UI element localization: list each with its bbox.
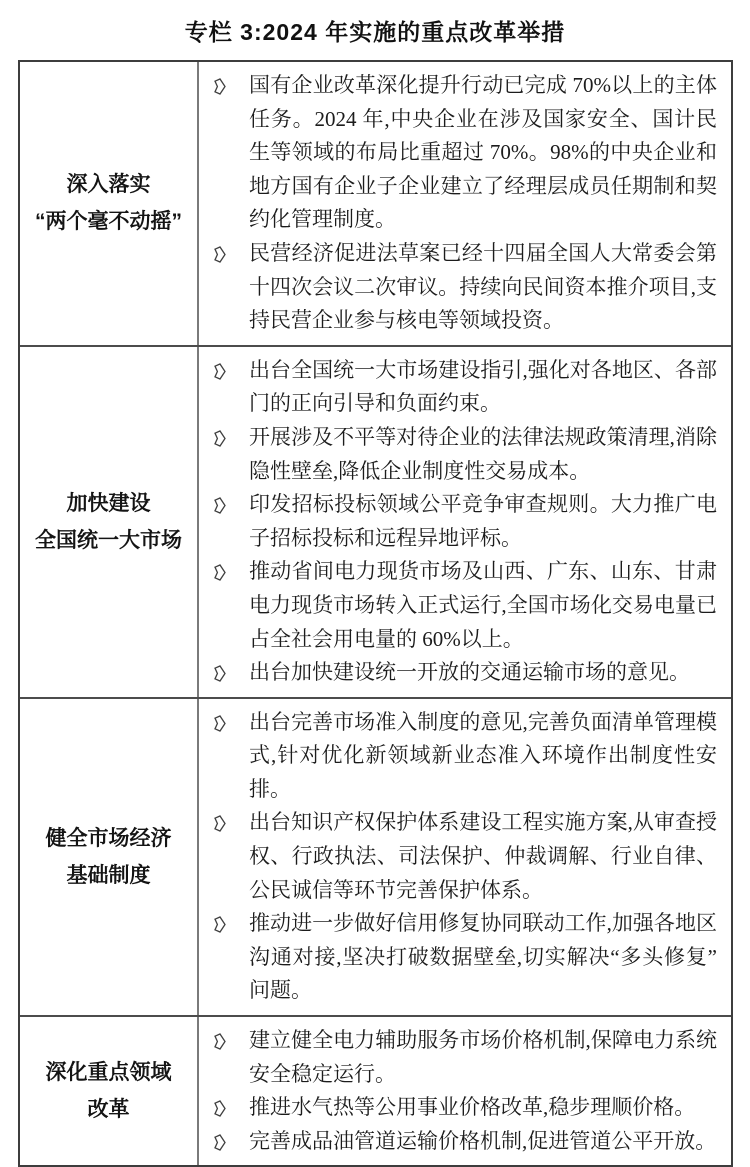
measures-cell (199, 699, 731, 1015)
measure-text: 开展涉及不平等对待企业的法律法规政策清理,消除隐性壁垒,降低企业制度性交易成本。 (249, 424, 717, 483)
measure-text: 出台全国统一大市场建设指引,强化对各地区、各部门的正向引导和负面约束。 (249, 357, 717, 416)
category-cell (20, 699, 199, 1015)
measure-text: 推进水气热等公用事业价格改革,稳步理顺价格。 (249, 1095, 696, 1120)
measure-text: 推动进一步做好信用修复协同联动工作,加强各地区沟通对接,坚决打破数据壁垒,切实解决“多头修复”问题。 (249, 911, 717, 1003)
measure-text: 完善成品油管道运输价格机制,促进管道公平开放。 (249, 1128, 717, 1153)
measure-item (213, 488, 717, 555)
category-cell (20, 347, 199, 697)
measure-text: 出台知识产权保护体系建设工程实施方案,从审查授权、行政执法、司法保护、仲裁调解、行业自律、公民诚信等环节完善保护体系。 (249, 810, 717, 902)
measure-item (213, 1024, 717, 1091)
measure-text: 出台加快建设统一开放的交通运输市场的意见。 (249, 660, 690, 685)
measure-item (213, 354, 717, 421)
rightwards-white-arrow-icon (213, 421, 229, 447)
measure-item (213, 69, 717, 237)
rightwards-white-arrow-icon (213, 488, 229, 514)
category-label: 改革 (87, 1098, 130, 1122)
category-cell (20, 62, 199, 345)
measure-item (213, 421, 717, 488)
measures-cell (199, 347, 731, 697)
rightwards-white-arrow-icon (213, 354, 229, 380)
table-row (20, 697, 731, 1015)
measure-text: 民营经济促进法草案已经十四届全国人大常委会第十四次会议二次审议。持续向民间资本推介项目,支持民营企业参与核电等领域投资。 (249, 240, 717, 333)
measure-item (213, 1091, 717, 1125)
category-label: 深化重点领域 (45, 1061, 172, 1085)
category-label: 加快建设 (66, 491, 151, 515)
box-title: 专栏 3:2024 年实施的重点改革举措 (184, 19, 566, 45)
measure-text: 建立健全电力辅助服务市场价格机制,保障电力系统安全稳定运行。 (249, 1028, 717, 1086)
rightwards-white-arrow-icon (213, 555, 229, 581)
rightwards-white-arrow-icon (213, 907, 229, 933)
category-cell (20, 1017, 199, 1165)
table-row (20, 345, 731, 697)
category-label: 深入落实 (66, 173, 151, 197)
category-label: 基础制度 (66, 863, 151, 887)
measure-item (213, 706, 717, 807)
rightwards-white-arrow-icon (213, 806, 229, 832)
measure-item (213, 656, 717, 690)
measure-text: 出台完善市场准入制度的意见,完善负面清单管理模式,针对优化新领域新业态准入环境作出制度性安排。 (249, 709, 717, 801)
measure-text: 推动省间电力现货市场及山西、广东、山东、甘肃电力现货市场转入正式运行,全国市场化交易电量已占全社会用电量的 60%以上。 (249, 559, 717, 651)
reform-table (18, 60, 733, 1167)
category-label: “两个毫不动摇” (35, 210, 182, 234)
measure-item (213, 555, 717, 656)
measures-cell (199, 62, 731, 345)
table-row (20, 1015, 731, 1165)
rightwards-white-arrow-icon (213, 1024, 229, 1050)
measures-cell (199, 1017, 731, 1165)
rightwards-white-arrow-icon (213, 1091, 229, 1117)
rightwards-white-arrow-icon (213, 69, 229, 95)
category-label: 健全市场经济 (45, 826, 172, 850)
measure-item (213, 237, 717, 338)
category-label: 全国统一大市场 (35, 528, 182, 552)
rightwards-white-arrow-icon (213, 656, 229, 682)
measure-item (213, 907, 717, 1008)
measure-item (213, 806, 717, 907)
table-row (20, 62, 731, 345)
measure-text: 印发招标投标领域公平竞争审查规则。大力推广电子招标投标和远程异地评标。 (249, 492, 717, 550)
rightwards-white-arrow-icon (213, 237, 229, 263)
measure-item (213, 1125, 717, 1159)
rightwards-white-arrow-icon (213, 706, 229, 732)
measure-text: 国有企业改革深化提升行动已完成 70%以上的主体任务。2024 年,中央企业在涉及国家安全、国计民生等领域的布局比重超过 70%。98%的中央企业和地方国有企业子企业建立了经理层成员任期制和契约化管理制度。 (249, 73, 717, 232)
